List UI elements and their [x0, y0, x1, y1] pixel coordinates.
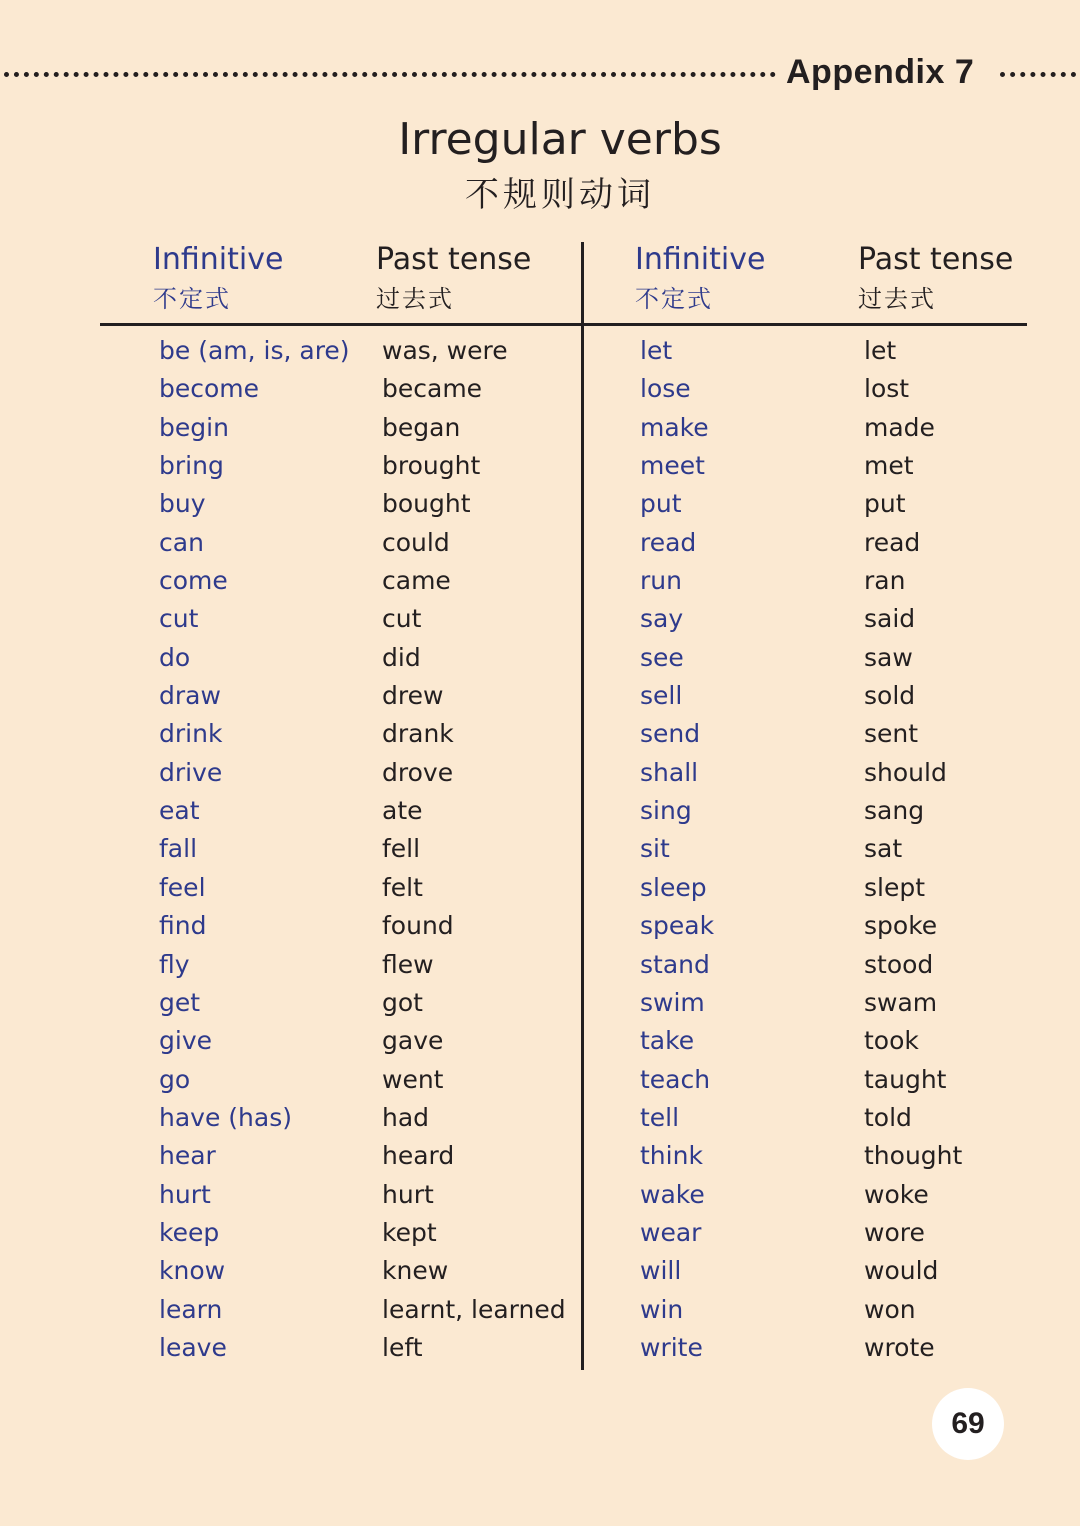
- verb-infinitive: hear: [159, 1141, 216, 1171]
- header-label: Past tense: [376, 242, 532, 277]
- verb-past-tense: taught: [864, 1064, 947, 1094]
- right-past-column: [864, 332, 962, 1367]
- verb-infinitive: eat: [159, 796, 200, 826]
- header-label-zh: 不定式: [153, 285, 231, 313]
- verb-infinitive: let: [640, 336, 673, 365]
- verb-past-tense: learnt, learned: [382, 1294, 566, 1324]
- verb-infinitive: feel: [159, 872, 206, 902]
- verb-past-tense: put: [864, 489, 906, 519]
- verb-past-tense: got: [382, 987, 423, 1017]
- verb-past-tense: could: [382, 527, 450, 557]
- header-label-zh: 过去式: [376, 285, 454, 313]
- verb-infinitive: meet: [640, 451, 705, 481]
- verb-past-tense: fell: [382, 834, 421, 864]
- dotted-rule-left: [4, 72, 776, 77]
- header-left-past: [376, 240, 531, 316]
- left-past-column: [382, 332, 566, 1367]
- verb-past-tense: ran: [864, 566, 906, 596]
- verb-infinitive: keep: [159, 1217, 220, 1247]
- verb-infinitive: be (am, is, are): [159, 336, 350, 365]
- verb-past-tense: drove: [382, 757, 454, 787]
- verb-past-tense: lost: [864, 374, 910, 404]
- header-divider: [100, 323, 1027, 326]
- verb-infinitive: wear: [640, 1217, 702, 1247]
- page-title: Irregular verbs: [398, 114, 722, 165]
- verb-past-tense: went: [382, 1064, 444, 1094]
- verb-infinitive: drive: [159, 757, 223, 787]
- verb-infinitive: drink: [159, 719, 223, 749]
- verb-infinitive: go: [159, 1064, 191, 1094]
- verb-past-tense: hurt: [382, 1179, 434, 1209]
- verb-infinitive: find: [159, 911, 207, 941]
- verb-infinitive: take: [640, 1026, 695, 1056]
- verb-infinitive: fall: [159, 834, 198, 864]
- verb-past-tense: left: [382, 1332, 423, 1362]
- verb-infinitive: lose: [640, 374, 691, 404]
- verb-infinitive: give: [159, 1026, 212, 1056]
- page-subtitle: 不规则动词: [465, 175, 655, 215]
- verb-past-tense: sent: [864, 719, 919, 749]
- verb-past-tense: slept: [864, 872, 926, 902]
- verb-past-tense: woke: [864, 1179, 929, 1209]
- verb-past-tense: brought: [382, 451, 481, 481]
- verb-infinitive: swim: [640, 987, 705, 1017]
- verb-past-tense: would: [864, 1256, 939, 1286]
- verb-past-tense: became: [382, 374, 483, 404]
- verb-infinitive: get: [159, 987, 201, 1017]
- verb-past-tense: gave: [382, 1026, 444, 1056]
- verb-infinitive: think: [640, 1141, 703, 1171]
- verb-infinitive: stand: [640, 949, 710, 979]
- verb-past-tense: drew: [382, 681, 444, 711]
- verb-past-tense: found: [382, 911, 454, 941]
- verb-past-tense: wrote: [864, 1332, 935, 1362]
- verb-past-tense: had: [382, 1102, 430, 1132]
- verb-infinitive: write: [640, 1332, 703, 1362]
- verb-past-tense: spoke: [864, 911, 938, 941]
- verb-infinitive: say: [640, 604, 684, 634]
- header-label: Infinitive: [153, 242, 284, 277]
- verb-infinitive: have (has): [159, 1102, 292, 1132]
- verb-past-tense: was, were: [382, 336, 508, 365]
- verb-past-tense: told: [864, 1102, 912, 1132]
- verb-infinitive: see: [640, 642, 684, 672]
- verb-past-tense: felt: [382, 872, 423, 902]
- verb-past-tense: made: [864, 412, 935, 442]
- verb-infinitive: leave: [159, 1332, 227, 1362]
- header-right-infinitive: [635, 240, 765, 316]
- verb-infinitive: buy: [159, 489, 206, 519]
- verb-past-tense: bought: [382, 489, 471, 519]
- right-infinitive-column: [640, 332, 714, 1367]
- verb-past-tense: read: [864, 527, 921, 557]
- verb-infinitive: wake: [640, 1179, 705, 1209]
- verb-past-tense: heard: [382, 1141, 455, 1171]
- verb-past-tense: let: [864, 336, 897, 365]
- header-right-past: [858, 240, 1013, 316]
- verb-past-tense: said: [864, 604, 916, 634]
- verb-infinitive: sell: [640, 681, 683, 711]
- appendix-label: Appendix 7: [786, 53, 975, 91]
- verb-past-tense: drank: [382, 719, 454, 749]
- verb-past-tense: wore: [864, 1217, 925, 1247]
- verb-infinitive: shall: [640, 757, 699, 787]
- verb-infinitive: make: [640, 412, 709, 442]
- verb-past-tense: sold: [864, 681, 916, 711]
- verb-infinitive: can: [159, 527, 204, 557]
- verb-past-tense: ate: [382, 796, 423, 826]
- column-divider: [581, 242, 584, 1370]
- verb-infinitive: learn: [159, 1294, 223, 1324]
- verb-past-tense: sang: [864, 796, 925, 826]
- verb-infinitive: speak: [640, 911, 715, 941]
- verb-past-tense: should: [864, 757, 947, 787]
- left-infinitive-column: [159, 332, 350, 1367]
- verb-infinitive: win: [640, 1294, 684, 1324]
- verb-past-tense: took: [864, 1026, 919, 1056]
- verb-past-tense: stood: [864, 949, 934, 979]
- verb-past-tense: thought: [864, 1141, 963, 1171]
- verb-past-tense: saw: [864, 642, 913, 672]
- verb-infinitive: begin: [159, 412, 229, 442]
- verb-past-tense: won: [864, 1294, 916, 1324]
- verb-infinitive: cut: [159, 604, 199, 634]
- verb-past-tense: came: [382, 566, 451, 596]
- verb-infinitive: will: [640, 1256, 682, 1286]
- verb-past-tense: flew: [382, 949, 434, 979]
- header-left-infinitive: [153, 240, 283, 316]
- verb-infinitive: read: [640, 527, 697, 557]
- verb-past-tense: knew: [382, 1256, 449, 1286]
- verb-past-tense: swam: [864, 987, 938, 1017]
- verb-infinitive: tell: [640, 1102, 680, 1132]
- verb-infinitive: send: [640, 719, 701, 749]
- verb-past-tense: did: [382, 642, 421, 672]
- dotted-rule-right: [1000, 72, 1076, 77]
- header-label: Past tense: [858, 242, 1014, 277]
- appendix-header: [0, 50, 1080, 94]
- header-label-zh: 不定式: [635, 285, 713, 313]
- verb-infinitive: draw: [159, 681, 221, 711]
- verb-past-tense: began: [382, 412, 461, 442]
- header-label-zh: 过去式: [858, 285, 936, 313]
- verb-infinitive: become: [159, 374, 260, 404]
- verb-infinitive: hurt: [159, 1179, 211, 1209]
- verb-infinitive: do: [159, 642, 191, 672]
- verb-infinitive: know: [159, 1256, 226, 1286]
- verb-past-tense: met: [864, 451, 914, 481]
- verb-infinitive: bring: [159, 451, 224, 481]
- verb-infinitive: fly: [159, 949, 190, 979]
- header-label: Infinitive: [635, 242, 766, 277]
- verb-infinitive: come: [159, 566, 228, 596]
- verb-infinitive: put: [640, 489, 682, 519]
- verb-infinitive: sleep: [640, 872, 707, 902]
- verb-infinitive: sing: [640, 796, 692, 826]
- verb-infinitive: sit: [640, 834, 670, 864]
- verb-past-tense: sat: [864, 834, 903, 864]
- verb-past-tense: kept: [382, 1217, 437, 1247]
- verb-past-tense: cut: [382, 604, 422, 634]
- verb-infinitive: run: [640, 566, 682, 596]
- page-number: 69: [932, 1388, 1004, 1460]
- verb-infinitive: teach: [640, 1064, 711, 1094]
